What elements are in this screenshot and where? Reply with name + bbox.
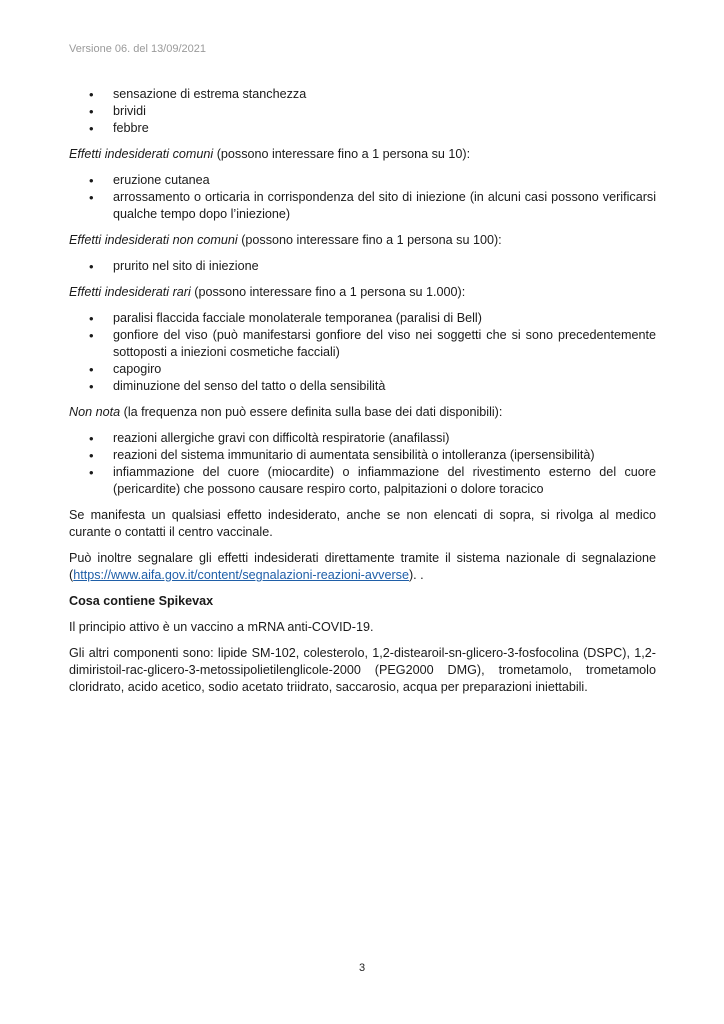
list-item: • reazioni del sistema immunitario di aumentata sensibilità o intolleranza (ipersensibilità): [69, 447, 656, 464]
reporting-text-before: Può inoltre segnalare gli effetti indesiderati direttamente tramite il sistema nazionale di segnalazione (: [69, 551, 656, 582]
list-item: • prurito nel sito di iniezione: [69, 258, 656, 275]
non-comuni-list: [69, 258, 656, 275]
non-nota-frequency: (la frequenza non può essere definita sulla base dei dati disponibili):: [120, 405, 503, 419]
list-item: • infiammazione del cuore (miocardite) o infiammazione del rivestimento esterno del cuore (pericardite) che possono causare respiro corto, palpitazioni o dolore toracico: [69, 464, 656, 498]
list-item: • gonfiore del viso (può manifestarsi gonfiore del viso nei soggetti che si sono precedentemente sottoposti a iniezioni cosmetiche facciali): [69, 327, 656, 361]
comuni-heading: [69, 146, 656, 163]
comuni-frequency: (possono interessare fino a 1 persona su 10):: [213, 147, 471, 161]
page-number: 3: [358, 962, 366, 974]
non-nota-label: Non nota: [69, 405, 121, 419]
list-item: • reazioni allergiche gravi con difficoltà respiratorie (anafilassi): [69, 430, 656, 447]
non-comuni-label: Effetti indesiderati non comuni: [69, 233, 238, 247]
comuni-label: Effetti indesiderati comuni: [69, 147, 214, 161]
document-body: [69, 86, 656, 696]
comuni-list: [69, 172, 656, 223]
list-item: • paralisi flaccida facciale monolaterale temporanea (paralisi di Bell): [69, 310, 656, 327]
rari-label: Effetti indesiderati rari: [69, 285, 191, 299]
non-nota-list: [69, 430, 656, 498]
other-components-paragraph: Gli altri componenti sono: lipide SM-102, colesterolo, 1,2-distearoil-sn-glicero-3-fosfocolina (DSPC), 1,2-dimiristoil-rac-glicero-3-metossipolietilenglicole-2000 (PEG2000 DMG), trometamolo, trometamolo cloridrato, acido acetico, sodio acetato triidrato, saccarosio, acqua per preparazioni iniettabili.: [69, 646, 656, 694]
section-heading-contents: Cosa contiene Spikevax: [69, 594, 214, 608]
list-item: • diminuzione del senso del tatto o della sensibilità: [69, 378, 656, 395]
list-item: • eruzione cutanea: [69, 172, 656, 189]
non-nota-heading: [69, 404, 656, 421]
non-comuni-heading: [69, 232, 656, 249]
list-item: • arrossamento o orticaria in corrispondenza del sito di iniezione (in alcuni casi possono verificarsi qualche tempo dopo l’iniezione): [69, 189, 656, 223]
list-item: • sensazione di estrema stanchezza: [69, 86, 656, 103]
reporting-text-after: ). .: [408, 568, 424, 582]
active-ingredient-paragraph: Il principio attivo è un vaccino a mRNA anti-COVID-19.: [69, 620, 374, 634]
document-version-header: Versione 06. del 13/09/2021: [69, 43, 207, 55]
rari-frequency: (possono interessare fino a 1 persona su 1.000):: [190, 285, 466, 299]
rari-list: [69, 310, 656, 395]
aifa-reporting-link[interactable]: https://www.aifa.gov.it/content/segnalazioni-reazioni-avverse: [73, 568, 409, 582]
national-reporting-paragraph: [69, 550, 656, 584]
side-effects-list-top: [69, 86, 656, 137]
list-item: • brividi: [69, 103, 656, 120]
rari-heading: [69, 284, 656, 301]
list-item: • febbre: [69, 120, 656, 137]
report-side-effects-paragraph: Se manifesta un qualsiasi effetto indesiderato, anche se non elencati di sopra, si rivolga al medico curante o contatti il centro vaccinale.: [69, 508, 656, 539]
non-comuni-frequency: (possono interessare fino a 1 persona su 100):: [237, 233, 502, 247]
list-item: • capogiro: [69, 361, 656, 378]
